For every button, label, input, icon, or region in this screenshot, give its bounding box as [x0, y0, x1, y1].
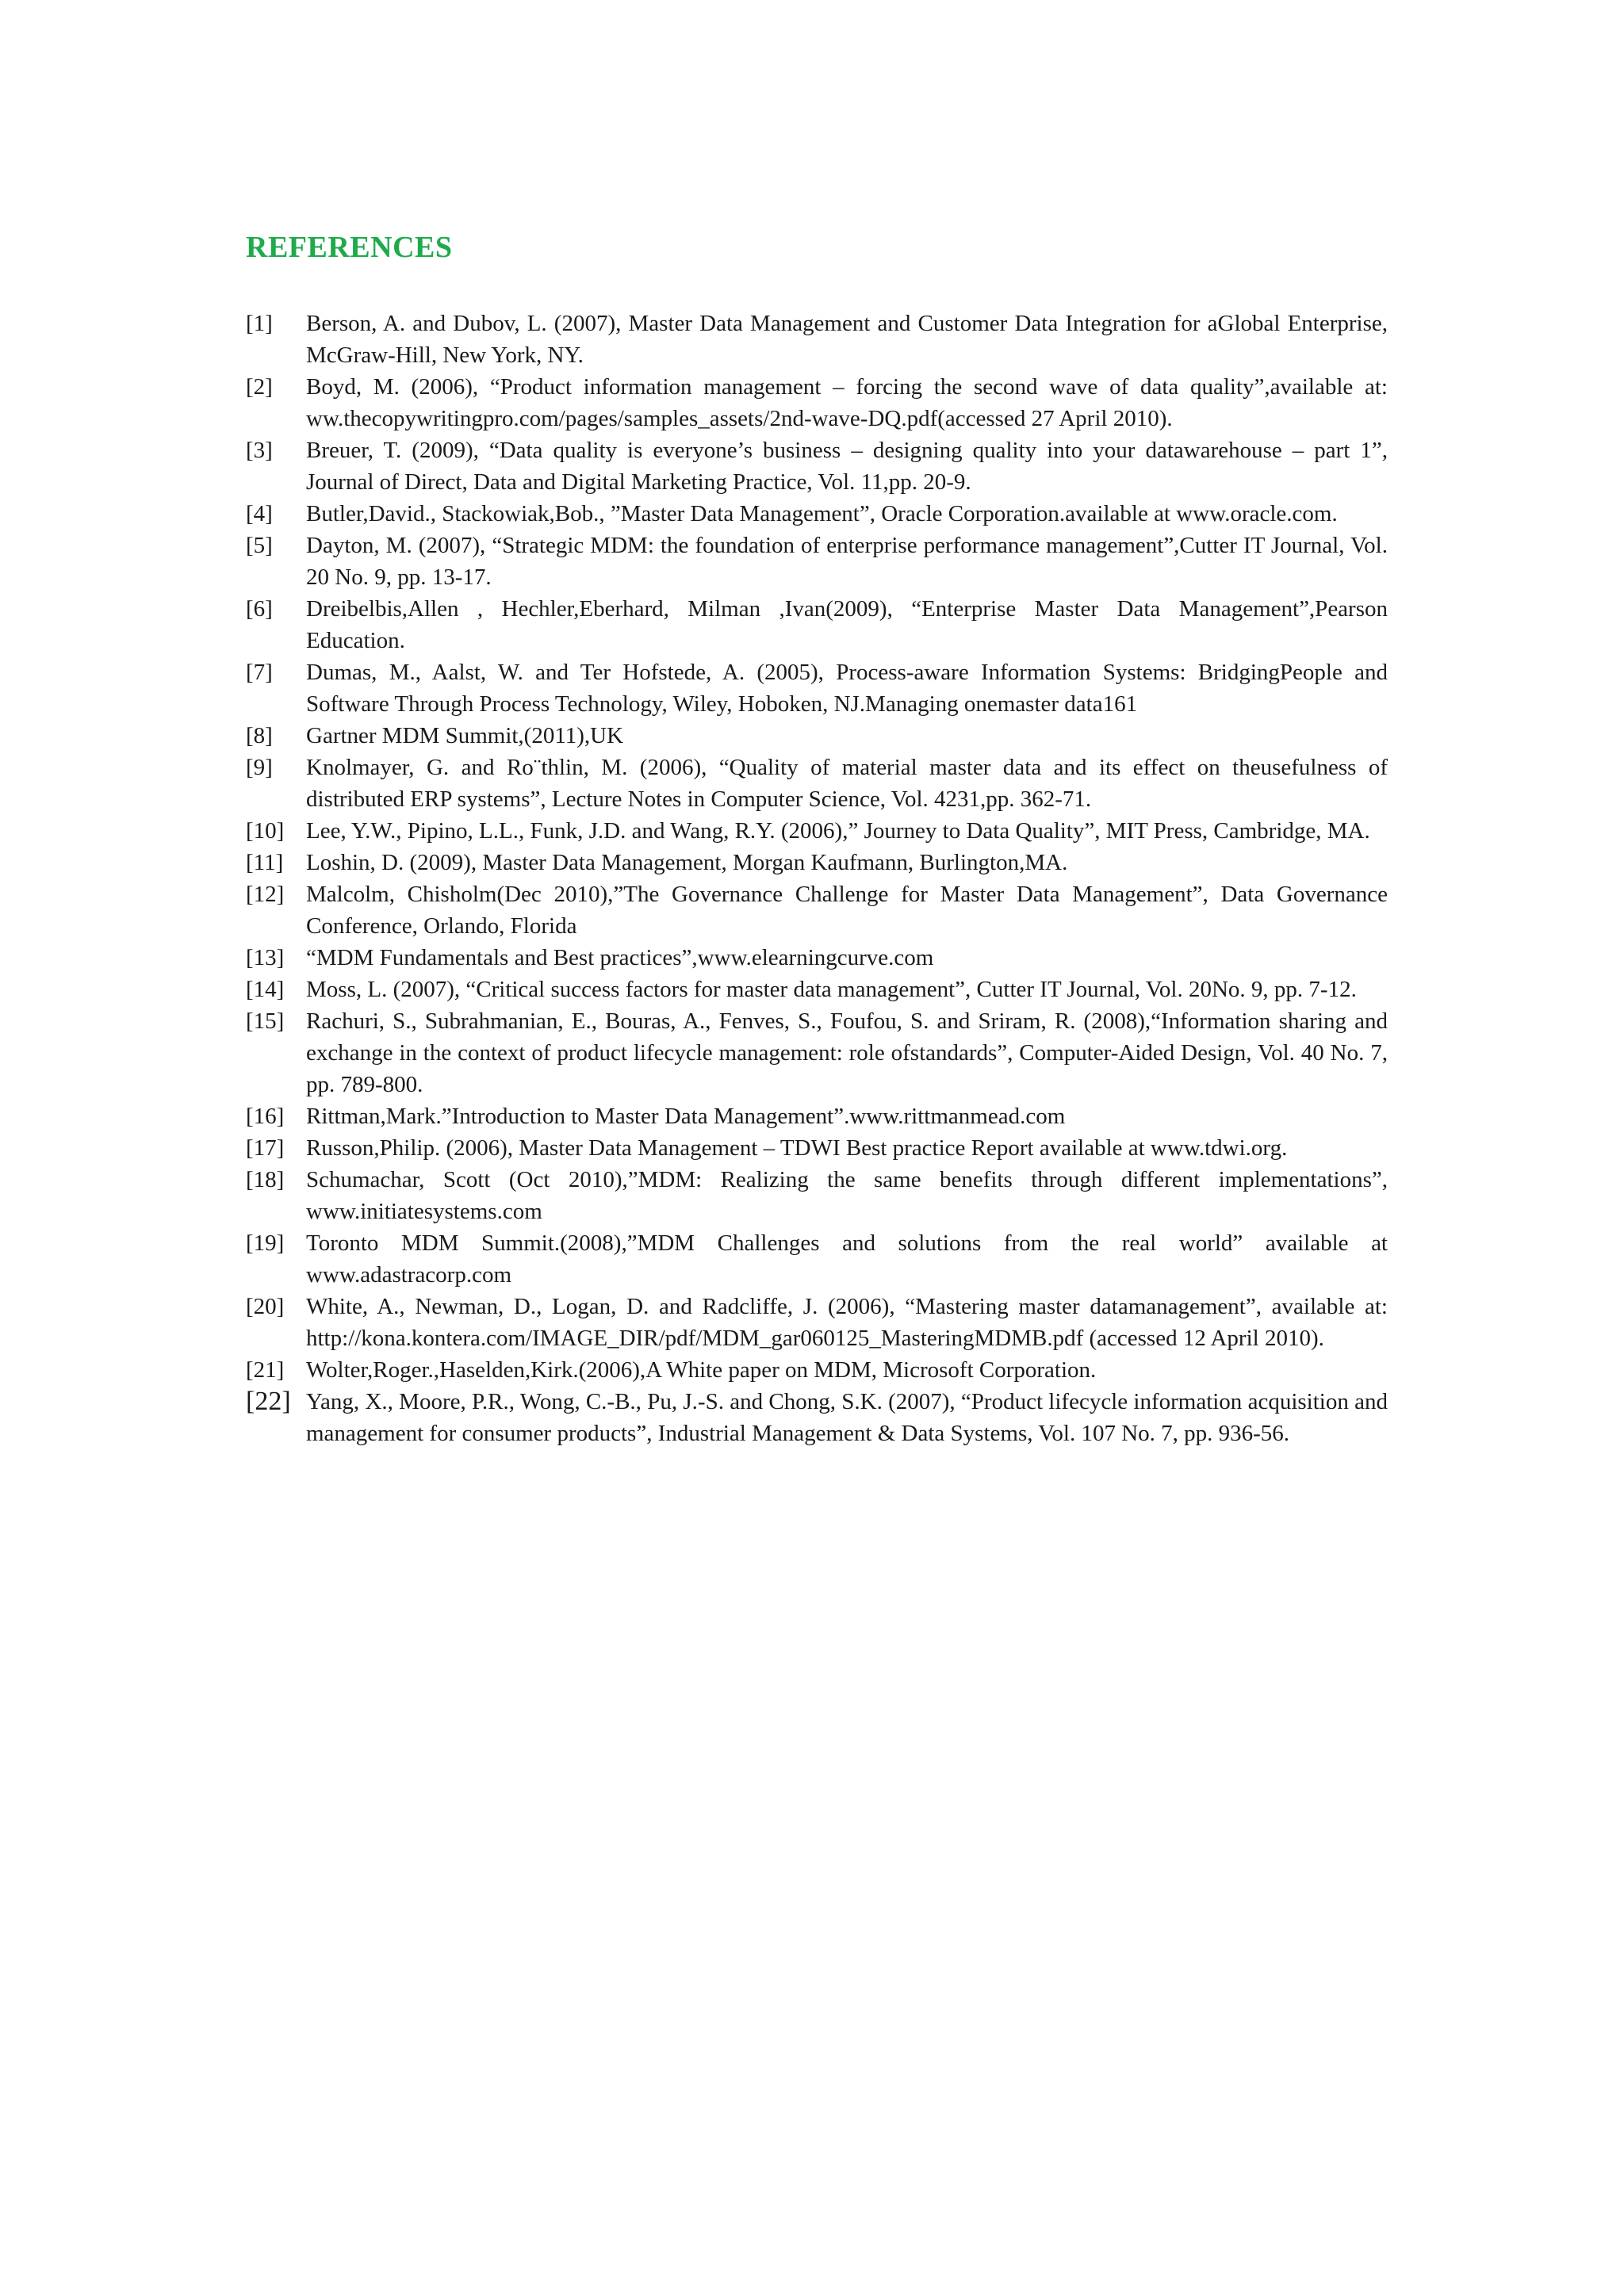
references-heading: REFERENCES [246, 231, 453, 264]
reference-text: “MDM Fundamentals and Best practices”,www.elearningcurve.com [306, 945, 934, 970]
reference-number: [21] [246, 1357, 285, 1383]
reference-item [246, 878, 1388, 942]
reference-text: Russon,Philip. (2006), Master Data Management – TDWI Best practice Report available at www.tdwi.org. [306, 1135, 1288, 1161]
reference-text: Knolmayer, G. and Ro¨thlin, M. (2006), “Quality of material master data and its effect on theusefulness of distributed ERP systems”, Lecture Notes in Computer Science, Vol. 4231,pp. 362-71. [306, 755, 1388, 812]
reference-text: Rachuri, S., Subrahmanian, E., Bouras, A., Fenves, S., Foufou, S. and Sriram, R. (2008),“Information sharing and exchange in the context of product lifecycle management: role ofstandards”, Computer-Aided Design, Vol. 40 No. 7, pp. 789-800. [306, 1008, 1388, 1097]
reference-item [246, 656, 1388, 720]
reference-text: Butler,David., Stackowiak,Bob., ”Master Data Management”, Oracle Corporation.available at www.oracle.com. [306, 501, 1338, 526]
reference-text: Rittman,Mark.”Introduction to Master Data Management”.www.rittmanmead.com [306, 1104, 1066, 1129]
reference-text: Loshin, D. (2009), Master Data Management, Morgan Kaufmann, Burlington,MA. [306, 850, 1068, 875]
reference-item [246, 371, 1388, 434]
reference-item [246, 815, 1388, 847]
reference-item [246, 1005, 1388, 1100]
reference-text: Moss, L. (2007), “Critical success factors for master data management”, Cutter IT Journal, Vol. 20No. 9, pp. 7-12. [306, 977, 1357, 1002]
reference-number: [11] [246, 850, 284, 875]
reference-item [246, 720, 1388, 752]
reference-number: [12] [246, 882, 285, 907]
reference-text: White, A., Newman, D., Logan, D. and Radcliffe, J. (2006), “Mastering master datamanagement”, available at: http://kona.kontera.com/IMAGE_DIR/pdf/MDM_gar060125_MasteringMDMB.pdf (accessed 12 April 2010). [306, 1294, 1388, 1351]
reference-list [246, 308, 1388, 1449]
reference-text: Malcolm, Chisholm(Dec 2010),”The Governance Challenge for Master Data Management”, Data Governance Conference, Orlando, Florida [306, 882, 1388, 939]
reference-item [246, 308, 1388, 371]
reference-item [246, 847, 1388, 878]
reference-number: [15] [246, 1008, 285, 1034]
reference-text: Breuer, T. (2009), “Data quality is everyone’s business – designing quality into your datawarehouse – part 1”, Journal of Direct, Data and Digital Marketing Practice, Vol. 11,pp. 20-9. [306, 438, 1388, 495]
reference-item [246, 1100, 1388, 1132]
reference-number: [13] [246, 945, 285, 970]
reference-text: Dayton, M. (2007), “Strategic MDM: the foundation of enterprise performance management”,Cutter IT Journal, Vol. 20 No. 9, pp. 13-17. [306, 533, 1388, 590]
reference-number: [1] [246, 311, 273, 336]
reference-number: [6] [246, 596, 273, 622]
reference-text: Dreibelbis,Allen , Hechler,Eberhard, Milman ,Ivan(2009), “Enterprise Master Data Management”,Pearson Education. [306, 596, 1388, 653]
reference-item [246, 530, 1388, 593]
reference-number: [19] [246, 1230, 285, 1256]
reference-number: [3] [246, 438, 273, 463]
reference-text: Gartner MDM Summit,(2011),UK [306, 723, 624, 748]
reference-item [246, 1132, 1388, 1164]
reference-number: [2] [246, 374, 273, 400]
reference-text: Boyd, M. (2006), “Product information management – forcing the second wave of data quality”,available at: ww.thecopywritingpro.com/pages/samples_assets/2nd-wave-DQ.pdf(accessed 27 April 2010). [306, 374, 1388, 431]
reference-number: [8] [246, 723, 273, 748]
reference-item [246, 974, 1388, 1005]
reference-item [246, 942, 1388, 974]
reference-text: Schumachar, Scott (Oct 2010),”MDM: Realizing the same benefits through different implementations”, www.initiatesystems.com [306, 1167, 1388, 1224]
reference-item [246, 1227, 1388, 1291]
reference-number: [4] [246, 501, 273, 526]
reference-item [246, 434, 1388, 498]
reference-item [246, 1354, 1388, 1386]
reference-number: [10] [246, 818, 285, 844]
reference-item [246, 752, 1388, 815]
reference-number: [17] [246, 1135, 285, 1161]
reference-number: [14] [246, 977, 285, 1002]
reference-number: [22] [246, 1387, 291, 1416]
reference-item [246, 1386, 1388, 1449]
reference-number: [18] [246, 1167, 285, 1192]
reference-text: Yang, X., Moore, P.R., Wong, C.-B., Pu, J.-S. and Chong, S.K. (2007), “Product lifecycle information acquisition and management for consumer products”, Industrial Management & Data Systems, Vol. 107 No. 7, pp. 936-56. [306, 1389, 1388, 1446]
reference-item [246, 1164, 1388, 1227]
reference-item [246, 498, 1388, 530]
reference-number: [16] [246, 1104, 285, 1129]
reference-text: Lee, Y.W., Pipino, L.L., Funk, J.D. and Wang, R.Y. (2006),” Journey to Data Quality”, MIT Press, Cambridge, MA. [306, 818, 1370, 844]
reference-text: Berson, A. and Dubov, L. (2007), Master Data Management and Customer Data Integration for aGlobal Enterprise, McGraw-Hill, New York, NY. [306, 311, 1388, 368]
reference-number: [7] [246, 660, 273, 685]
reference-number: [20] [246, 1294, 285, 1319]
reference-text: Dumas, M., Aalst, W. and Ter Hofstede, A. (2005), Process-aware Information Systems: BridgingPeople and Software Through Process Technology, Wiley, Hoboken, NJ.Managing onemaster data161 [306, 660, 1388, 717]
reference-number: [9] [246, 755, 273, 780]
reference-text: Toronto MDM Summit.(2008),”MDM Challenges and solutions from the real world” available at www.adastracorp.com [306, 1230, 1388, 1288]
reference-item [246, 1291, 1388, 1354]
reference-number: [5] [246, 533, 273, 558]
reference-text: Wolter,Roger.,Haselden,Kirk.(2006),A White paper on MDM, Microsoft Corporation. [306, 1357, 1097, 1383]
reference-item [246, 593, 1388, 656]
